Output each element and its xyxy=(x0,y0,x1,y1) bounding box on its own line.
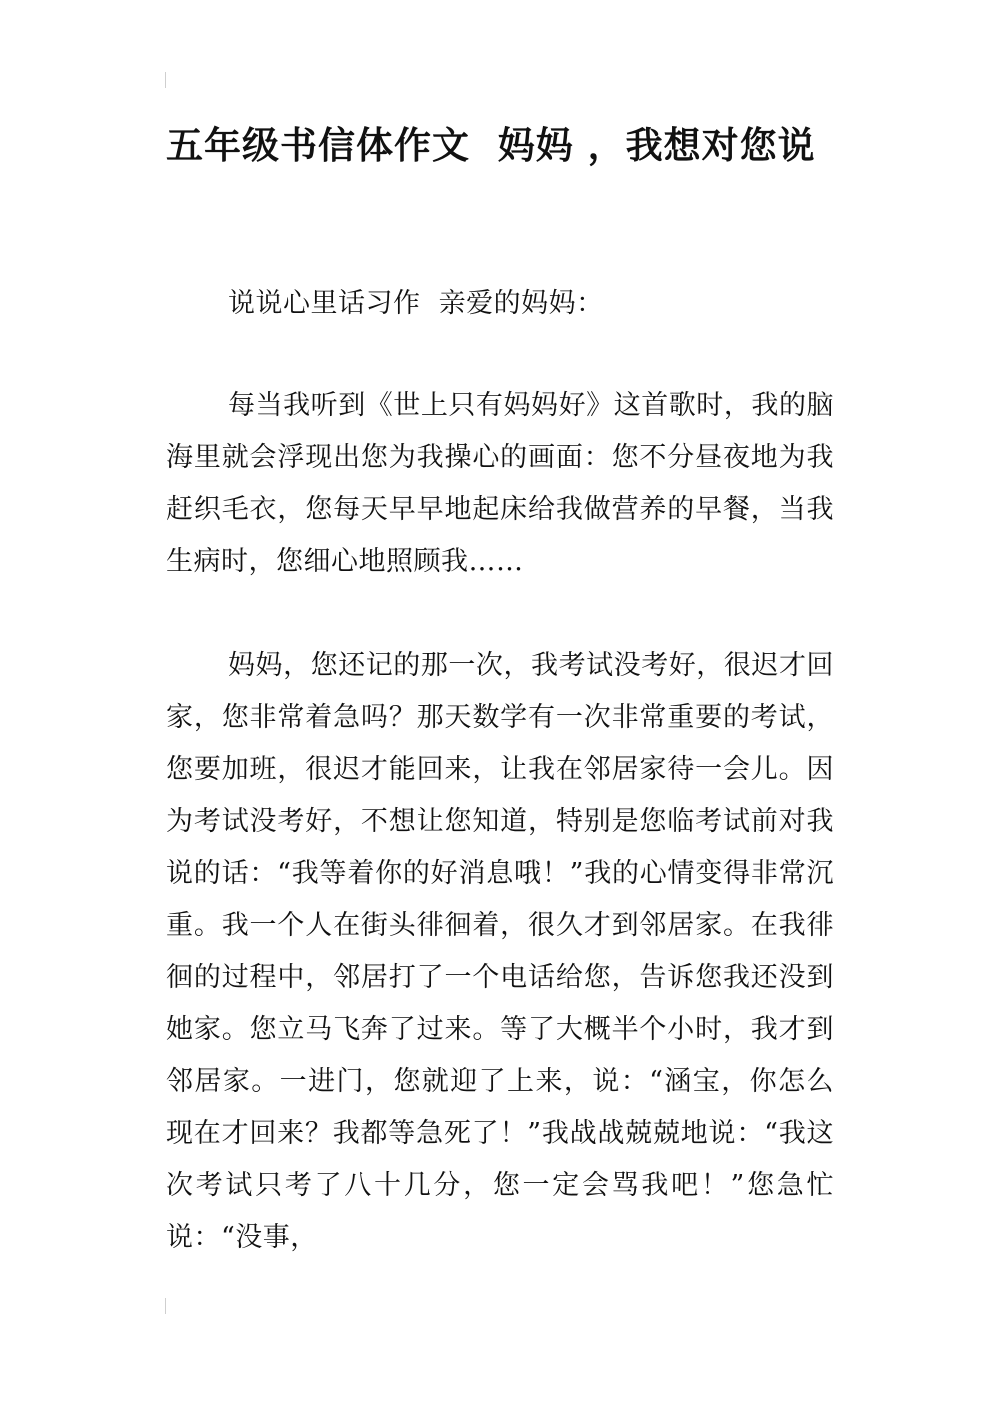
paragraph-2: 妈妈，您还记的那一次，我考试没考好，很迟才回家，您非常着急吗？那天数学有一次非常重要的考试，您要加班，很迟才能回来，让我在邻居家待一会儿。因为考试没考好，不想让您知道，特别是您临考试前对我说的话：“我等着你的好消息哦！”我的心情变得非常沉重。我一个人在街头徘徊着，很久才到邻居家。在我徘徊的过程中，邻居打了一个电话给您，告诉您我还没到她家。您立马飞奔了过来。等了大概半个小时，我才到邻居家。一进门，您就迎了上来，说：“涵宝，你怎么现在才回来？我都等急死了！”我战战兢兢地说：“我这次考试只考了八十几分，您一定会骂我吧！”您急忙说：“没事， xyxy=(166,650,834,1253)
document-title: 五年级书信体作文 妈妈 ，我想对您说 xyxy=(166,124,816,167)
page-corner-mark-top xyxy=(165,72,166,88)
page-corner-mark-bottom xyxy=(165,1298,166,1314)
letter-salutation: 说说心里话习作 亲爱的妈妈： xyxy=(228,288,604,319)
paragraph-1: 每当我听到《世上只有妈妈好》这首歌时，我的脑海里就会浮现出您为我操心的画面：您不分昼夜地为我赶织毛衣，您每天早早地起床给我做营养的早餐，当我生病时，您细心地照顾我…… xyxy=(166,390,834,577)
